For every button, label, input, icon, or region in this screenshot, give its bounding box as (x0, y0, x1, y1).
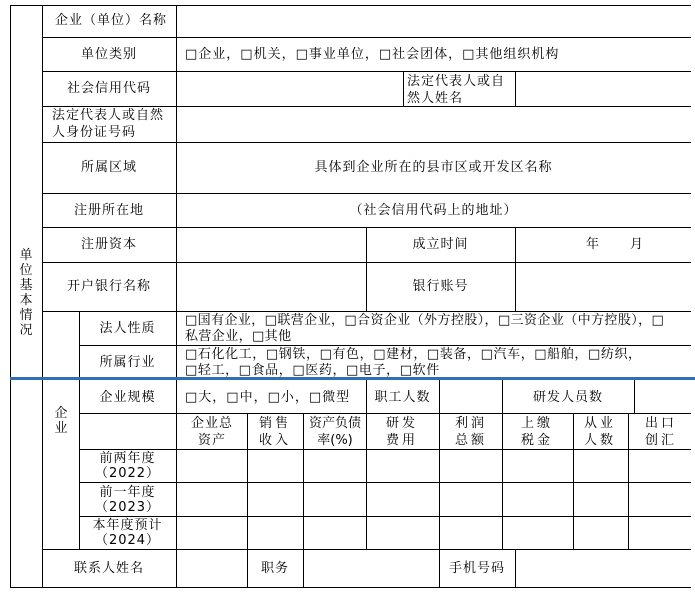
table-border-bottom (10, 587, 691, 588)
col-header-staff: 从业人数 (583, 416, 616, 448)
scale-options[interactable]: □大，□中，□小，□微型 (185, 390, 351, 405)
col-header-debt-ratio: 资产负债率(%) (308, 416, 361, 448)
unit-type-label: 单位类别 (80, 47, 137, 62)
col-line (634, 380, 635, 413)
founded-year-label: 年 (586, 237, 601, 252)
legal-nature-label: 法人性质 (99, 321, 156, 336)
col-line (573, 413, 574, 549)
row-line (42, 549, 691, 550)
bank-name-label: 开户银行名称 (66, 279, 151, 294)
col-line (303, 549, 304, 588)
col-header-sales: 销售收入 (258, 416, 291, 448)
legal-nature-options-line2[interactable]: 私营企业，□其他 (185, 329, 292, 344)
col-line (628, 413, 629, 549)
reg-address-label: 注册所在地 (73, 203, 144, 218)
row-line (42, 142, 691, 143)
founded-month-label: 月 (630, 237, 645, 252)
table-border-left (10, 5, 11, 588)
table-border-top (10, 5, 691, 6)
year-row-label: 前两年度 (99, 451, 156, 466)
row-line (42, 37, 691, 38)
col-header-rd-cost: 研发费用 (386, 416, 419, 448)
rd-staff-label: 研发人员数 (532, 390, 603, 405)
col-line (515, 71, 516, 106)
legal-rep-id-label: 法定代表人或自然人身份证号码 (52, 108, 165, 140)
reg-address-hint: （社会信用代码上的地址） (349, 203, 518, 218)
industry-label: 所属行业 (99, 355, 156, 370)
row-line (79, 482, 691, 483)
col-line (502, 413, 503, 549)
enterprise-label: 企业 (54, 406, 68, 436)
col-line (515, 227, 516, 311)
legal-nature-options-line1[interactable]: □国有企业，□联营企业，□合资企业（外方控股），□三资企业（中方控股），□ (185, 313, 665, 328)
reg-capital-label: 注册资本 (80, 237, 137, 252)
scale-label: 企业规模 (99, 390, 156, 405)
col-line (403, 71, 404, 106)
year-row-label: 前一年度 (99, 485, 156, 500)
row-line (42, 193, 691, 194)
col-header-export: 出口创汇 (644, 416, 677, 448)
year-row-year: （2024） (94, 533, 161, 548)
industry-options-line1[interactable]: □石化化工，□钢铁，□有色，□建材，□装备，□汽车，□船舶，□纺织， (185, 347, 642, 362)
row-line (42, 71, 691, 72)
phone-label: 手机号码 (448, 561, 505, 576)
year-row-year: （2023） (94, 500, 161, 515)
col-line (176, 5, 177, 588)
col-line (303, 413, 304, 549)
year-row-label: 本年度预计 (92, 518, 163, 533)
founded-label: 成立时间 (412, 237, 469, 252)
col-header-profit: 利润总额 (454, 416, 487, 448)
industry-options-line2[interactable]: □轻工，□食品，□医药，□电子，□软件 (185, 363, 440, 378)
region-label: 所属区域 (80, 160, 137, 175)
col-header-tax: 上缴税金 (520, 416, 553, 448)
credit-code-label: 社会信用代码 (66, 81, 151, 96)
col-header-total-assets: 企业总资产 (190, 416, 233, 448)
section-label: 单位基本情况 (19, 248, 33, 338)
legal-rep-name-label: 法定代表人或自然人姓名 (407, 74, 506, 106)
bank-account-label: 银行账号 (412, 279, 469, 294)
col-line (439, 413, 440, 549)
row-line (79, 413, 691, 414)
unit-type-options[interactable]: □企业，□机关，□事业单位，□社会团体，□其他组织机构 (185, 47, 560, 62)
region-hint: 具体到企业所在的县市区或开发区名称 (314, 160, 553, 175)
col-line (515, 549, 516, 588)
col-line (247, 413, 248, 549)
company-name-label: 企业（单位）名称 (55, 13, 168, 28)
col-line (439, 380, 440, 413)
position-label: 职务 (260, 561, 289, 576)
year-row-year: （2022） (94, 466, 161, 481)
contact-name-label: 联系人姓名 (73, 561, 144, 576)
col-line (366, 413, 367, 549)
employees-label: 职工人数 (374, 390, 431, 405)
